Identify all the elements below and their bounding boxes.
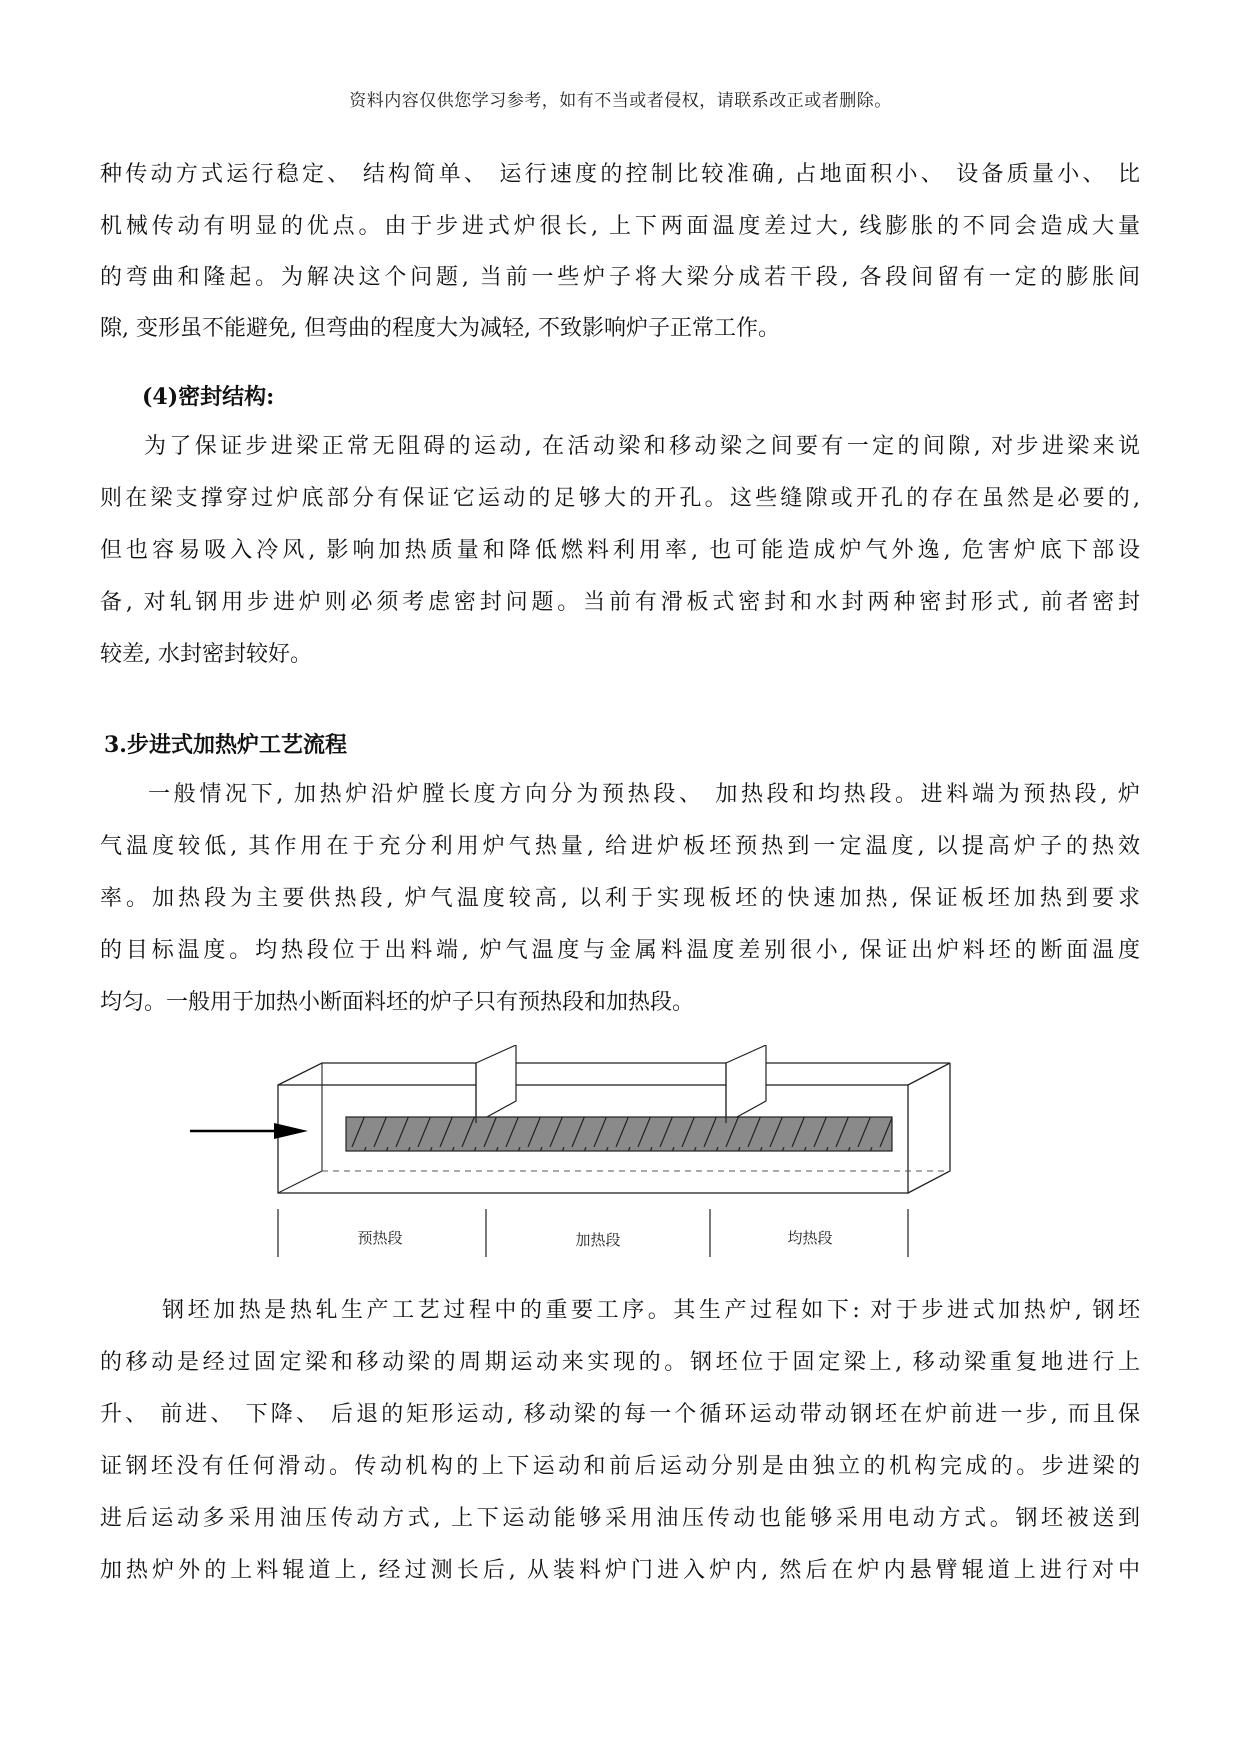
- paragraph-1-line-3: 的弯曲和隆起。为解决这个问题, 当前一些炉子将大梁分成若干段, 各段间留有一定的膨胀间: [100, 265, 1140, 290]
- paragraph-3-line-3: 率。加热段为主要供热段, 炉气温度较高, 以利于实现板坯的快速加热, 保证板坯加热到要求: [100, 886, 1140, 911]
- paragraph-2-line-1: 为了保证步进梁正常无阻碍的运动, 在活动梁和移动梁之间要有一定的间隙, 对步进梁来说: [144, 434, 1140, 459]
- partition-2: [726, 1045, 766, 1123]
- furnace-zone-diagram: [150, 1045, 970, 1265]
- paragraph-3-line-5: 均匀。一般用于加热小断面料坯的炉子只有预热段和加热段。: [100, 990, 695, 1015]
- paragraph-3-line-2: 气温度较低, 其作用在于充分利用炉气热量, 给进炉板坯预热到一定温度, 以提高炉子的热效: [100, 834, 1140, 859]
- paragraph-4-line-4: 证钢坯没有任何滑动。传动机构的上下运动和前后运动分别是由独立的机构完成的。步进梁的: [100, 1454, 1140, 1479]
- paragraph-2-line-3: 但也容易吸入冷风, 影响加热质量和降低燃料利用率, 也可能造成炉气外逸, 危害炉底下部设: [100, 538, 1140, 563]
- paragraph-2-line-4: 备, 对轧钢用步进炉则必须考虑密封问题。当前有滑板式密封和水封两种密封形式, 前者密封: [100, 590, 1140, 615]
- paragraph-4-line-2: 的移动是经过固定梁和移动梁的周期运动来实现的。钢坯位于固定梁上, 移动梁重复地进行上: [100, 1350, 1140, 1375]
- partition-1: [476, 1045, 516, 1123]
- subheading-seal-structure: (4)密封结构:: [142, 384, 275, 410]
- arrow-head: [274, 1123, 308, 1139]
- paragraph-1-line-1: 种传动方式运行稳定、 结构简单、 运行速度的控制比较准确, 占地面积小、 设备质量小、 比: [100, 162, 1140, 187]
- paragraph-1-line-4: 隙, 变形虽不能避免, 但弯曲的程度大为减轻, 不致影响炉子正常工作。: [100, 316, 780, 341]
- furnace-right-face: [908, 1063, 950, 1193]
- paragraph-3-line-4: 的目标温度。均热段位于出料端, 炉气温度与金属料温度差别很小, 保证出炉料坯的断面温度: [100, 938, 1140, 963]
- zone-label-preheat: 预热段: [357, 1229, 403, 1247]
- section-heading-process-flow: 3.步进式加热炉工艺流程: [104, 732, 347, 758]
- steel-slab: [346, 1117, 892, 1151]
- paragraph-4-line-1: 钢坯加热是热轧生产工艺过程中的重要工序。其生产过程如下: 对于步进式加热炉, 钢坯: [162, 1298, 1140, 1323]
- paragraph-3-line-1: 一般情况下, 加热炉沿炉膛长度方向分为预热段、 加热段和均热段。进料端为预热段, 炉: [148, 782, 1140, 807]
- paragraph-4-line-5: 进后运动多采用油压传动方式, 上下运动能够采用油压传动也能够采用电动方式。钢坯被送到: [100, 1506, 1140, 1531]
- paragraph-4-line-6: 加热炉外的上料辊道上, 经过测长后, 从装料炉门进入炉内, 然后在炉内悬臂辊道上进行对中: [100, 1558, 1140, 1583]
- paragraph-4-line-3: 升、 前进、 下降、 后退的矩形运动, 移动梁的每一个循环运动带动钢坯在炉前进一步, 而且保: [100, 1402, 1140, 1427]
- page-header-notice: 资料内容仅供您学习参考，如有不当或者侵权，请联系改正或者删除。: [349, 91, 892, 111]
- paragraph-1-line-2: 机械传动有明显的优点。由于步进式炉很长, 上下两面温度差过大, 线膨胀的不同会造成大量: [100, 214, 1140, 239]
- paragraph-2-line-2: 则在梁支撑穿过炉底部分有保证它运动的足够大的开孔。这些缝隙或开孔的存在虽然是必要的,: [100, 486, 1140, 511]
- furnace-top-face: [278, 1063, 950, 1085]
- zone-label-soaking: 均热段: [787, 1229, 833, 1247]
- zone-label-heating: 加热段: [575, 1231, 621, 1249]
- paragraph-2-line-5: 较差, 水封密封较好。: [100, 642, 312, 667]
